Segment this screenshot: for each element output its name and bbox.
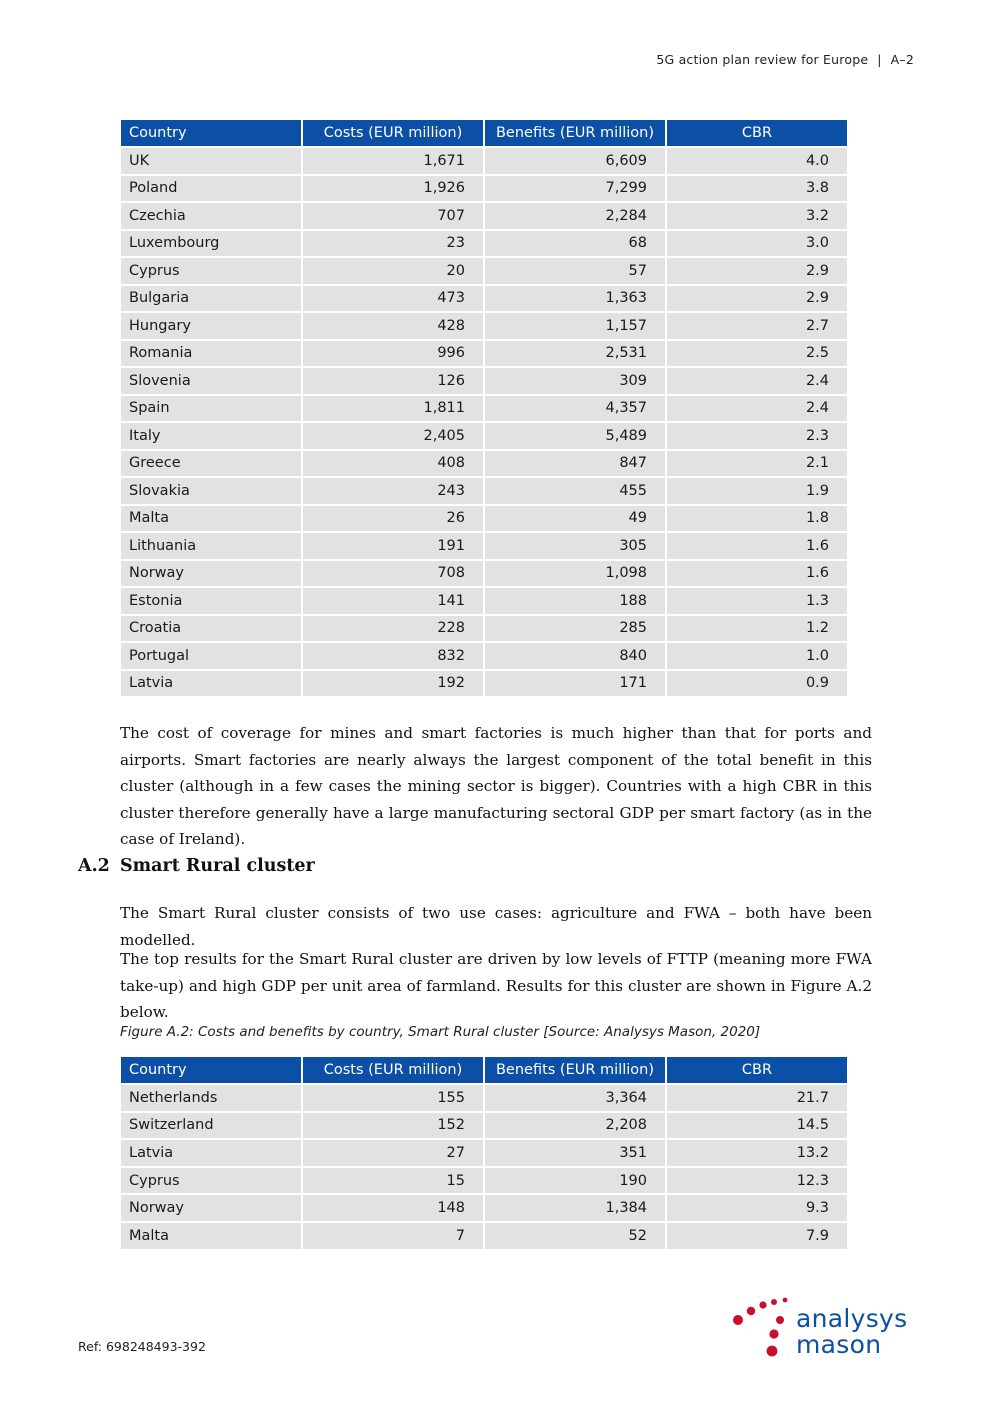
cell-benefits: 49 <box>485 506 665 532</box>
cell-cbr: 0.9 <box>667 671 847 697</box>
cell-cbr: 2.9 <box>667 286 847 312</box>
cell-country: Switzerland <box>121 1113 301 1139</box>
cell-benefits: 188 <box>485 588 665 614</box>
cell-costs: 15 <box>303 1168 483 1194</box>
cell-costs: 408 <box>303 451 483 477</box>
cell-costs: 832 <box>303 643 483 669</box>
cell-benefits: 57 <box>485 258 665 284</box>
cell-cbr: 2.4 <box>667 396 847 422</box>
document-title: 5G action plan review for Europe <box>656 52 869 67</box>
column-header-costs: Costs (EUR million) <box>303 120 483 146</box>
cell-cbr: 2.4 <box>667 368 847 394</box>
cell-benefits: 171 <box>485 671 665 697</box>
cost-benefit-table-a1 <box>119 118 849 698</box>
cell-benefits: 351 <box>485 1140 665 1166</box>
cell-cbr: 1.0 <box>667 643 847 669</box>
cell-costs: 996 <box>303 341 483 367</box>
table-row <box>121 561 847 587</box>
cell-cbr: 1.3 <box>667 588 847 614</box>
cell-costs: 228 <box>303 616 483 642</box>
cell-cbr: 2.5 <box>667 341 847 367</box>
cell-costs: 155 <box>303 1085 483 1111</box>
table-row <box>121 1085 847 1111</box>
cell-costs: 243 <box>303 478 483 504</box>
logo-wordmark <box>796 1306 907 1358</box>
logo-line-1: analysys <box>796 1304 908 1333</box>
table-body <box>121 1085 847 1249</box>
running-header <box>656 52 914 67</box>
cell-benefits: 2,284 <box>485 203 665 229</box>
cell-country: Spain <box>121 396 301 422</box>
table-row <box>121 643 847 669</box>
cell-cbr: 4.0 <box>667 148 847 174</box>
cell-country: Croatia <box>121 616 301 642</box>
cell-country: Romania <box>121 341 301 367</box>
cell-costs: 191 <box>303 533 483 559</box>
cell-cbr: 3.0 <box>667 231 847 257</box>
cell-country: Slovenia <box>121 368 301 394</box>
table-row <box>121 533 847 559</box>
column-header-costs: Costs (EUR million) <box>303 1057 483 1083</box>
cell-cbr: 12.3 <box>667 1168 847 1194</box>
cell-cbr: 2.7 <box>667 313 847 339</box>
column-header-benefits: Benefits (EUR million) <box>485 120 665 146</box>
cell-country: Portugal <box>121 643 301 669</box>
cell-benefits: 2,208 <box>485 1113 665 1139</box>
table-row <box>121 478 847 504</box>
cell-costs: 1,926 <box>303 176 483 202</box>
table-row <box>121 616 847 642</box>
table-row <box>121 176 847 202</box>
cell-costs: 192 <box>303 671 483 697</box>
cell-cbr: 3.8 <box>667 176 847 202</box>
cell-benefits: 52 <box>485 1223 665 1249</box>
cell-benefits: 3,364 <box>485 1085 665 1111</box>
cell-country: Bulgaria <box>121 286 301 312</box>
cell-cbr: 3.2 <box>667 203 847 229</box>
section-title: Smart Rural cluster <box>120 856 315 876</box>
cell-costs: 141 <box>303 588 483 614</box>
document-reference: Ref: 698248493-392 <box>78 1339 206 1354</box>
cell-costs: 1,811 <box>303 396 483 422</box>
cell-benefits: 840 <box>485 643 665 669</box>
cell-benefits: 309 <box>485 368 665 394</box>
cell-country: Norway <box>121 1195 301 1221</box>
cell-country: Latvia <box>121 671 301 697</box>
table-row <box>121 341 847 367</box>
cell-benefits: 7,299 <box>485 176 665 202</box>
cell-benefits: 305 <box>485 533 665 559</box>
table-row <box>121 203 847 229</box>
cell-benefits: 6,609 <box>485 148 665 174</box>
table-row <box>121 313 847 339</box>
cell-costs: 708 <box>303 561 483 587</box>
cell-cbr: 14.5 <box>667 1113 847 1139</box>
cell-cbr: 2.3 <box>667 423 847 449</box>
cell-benefits: 847 <box>485 451 665 477</box>
paragraph-smart-rural-results: The top results for the Smart Rural cluster are driven by low levels of FTTP (meaning more FWA take-up) and high GDP per unit area of farmland. Results for this cluster are shown in Figure A.2 below. <box>120 950 872 1021</box>
table-row <box>121 148 847 174</box>
cell-cbr: 21.7 <box>667 1085 847 1111</box>
cell-country: Poland <box>121 176 301 202</box>
cell-country: Netherlands <box>121 1085 301 1111</box>
figure-caption: Figure A.2: Costs and benefits by country, Smart Rural cluster [Source: Analysys Mason, 2020] <box>120 1024 761 1040</box>
table-row <box>121 506 847 532</box>
cell-cbr: 1.9 <box>667 478 847 504</box>
cell-benefits: 1,157 <box>485 313 665 339</box>
cell-country: Italy <box>121 423 301 449</box>
table-row <box>121 1113 847 1139</box>
cell-country: Latvia <box>121 1140 301 1166</box>
paragraph-smart-rural-intro: The Smart Rural cluster consists of two use cases: agriculture and FWA – both have been modelled. <box>120 904 872 949</box>
page-number: A–2 <box>890 52 914 67</box>
cell-benefits: 285 <box>485 616 665 642</box>
cell-country: Czechia <box>121 203 301 229</box>
cell-costs: 23 <box>303 231 483 257</box>
header-separator: | <box>877 52 882 67</box>
cell-country: UK <box>121 148 301 174</box>
cell-benefits: 1,384 <box>485 1195 665 1221</box>
column-header-country: Country <box>121 1057 301 1083</box>
cell-country: Luxembourg <box>121 231 301 257</box>
column-header-cbr: CBR <box>667 120 847 146</box>
cell-country: Malta <box>121 506 301 532</box>
cell-country: Greece <box>121 451 301 477</box>
table-row <box>121 451 847 477</box>
cell-benefits: 68 <box>485 231 665 257</box>
cell-country: Lithuania <box>121 533 301 559</box>
cost-benefit-table-a2 <box>119 1055 849 1251</box>
column-header-cbr: CBR <box>667 1057 847 1083</box>
cell-costs: 1,671 <box>303 148 483 174</box>
cell-costs: 148 <box>303 1195 483 1221</box>
table-row <box>121 258 847 284</box>
cell-costs: 428 <box>303 313 483 339</box>
section-heading <box>78 856 315 876</box>
cell-cbr: 1.8 <box>667 506 847 532</box>
cell-cbr: 2.1 <box>667 451 847 477</box>
cell-cbr: 2.9 <box>667 258 847 284</box>
cell-benefits: 4,357 <box>485 396 665 422</box>
cell-cbr: 1.2 <box>667 616 847 642</box>
table-row <box>121 231 847 257</box>
cell-country: Cyprus <box>121 258 301 284</box>
table-row <box>121 1140 847 1166</box>
cell-benefits: 1,098 <box>485 561 665 587</box>
cell-benefits: 1,363 <box>485 286 665 312</box>
cell-benefits: 455 <box>485 478 665 504</box>
paragraph-mines-factories: The cost of coverage for mines and smart factories is much higher than that for ports and airports. Smart factories are nearly always the largest component of the total benefit in this cluster (although in a few cases the mining sector is bigger). Countries with a high CBR in this cluster therefore generally have a large manufacturing sectoral GDP per smart factory (as in the case of Ireland). <box>120 724 872 848</box>
table-row <box>121 286 847 312</box>
column-header-country: Country <box>121 120 301 146</box>
cell-country: Hungary <box>121 313 301 339</box>
cell-cbr: 7.9 <box>667 1223 847 1249</box>
cell-country: Malta <box>121 1223 301 1249</box>
cell-benefits: 5,489 <box>485 423 665 449</box>
cell-cbr: 1.6 <box>667 561 847 587</box>
cell-benefits: 190 <box>485 1168 665 1194</box>
table-row <box>121 423 847 449</box>
cell-costs: 126 <box>303 368 483 394</box>
table-row <box>121 1223 847 1249</box>
cell-country: Slovakia <box>121 478 301 504</box>
table-header-row <box>121 1057 847 1083</box>
cell-costs: 473 <box>303 286 483 312</box>
analysys-mason-logo-mark <box>730 1296 800 1360</box>
cell-costs: 152 <box>303 1113 483 1139</box>
table-row <box>121 588 847 614</box>
cell-cbr: 13.2 <box>667 1140 847 1166</box>
cell-costs: 7 <box>303 1223 483 1249</box>
cell-cbr: 9.3 <box>667 1195 847 1221</box>
cell-costs: 707 <box>303 203 483 229</box>
section-number: A.2 <box>78 856 110 876</box>
cell-cbr: 1.6 <box>667 533 847 559</box>
cell-benefits: 2,531 <box>485 341 665 367</box>
cell-country: Cyprus <box>121 1168 301 1194</box>
table-row <box>121 368 847 394</box>
logo-line-2: mason <box>796 1330 882 1359</box>
table-row <box>121 1168 847 1194</box>
table-row <box>121 671 847 697</box>
cell-country: Norway <box>121 561 301 587</box>
table-body <box>121 148 847 696</box>
cell-costs: 20 <box>303 258 483 284</box>
table-row <box>121 1195 847 1221</box>
cell-country: Estonia <box>121 588 301 614</box>
table-row <box>121 396 847 422</box>
cell-costs: 26 <box>303 506 483 532</box>
cell-costs: 27 <box>303 1140 483 1166</box>
table-header-row <box>121 120 847 146</box>
cell-costs: 2,405 <box>303 423 483 449</box>
column-header-benefits: Benefits (EUR million) <box>485 1057 665 1083</box>
